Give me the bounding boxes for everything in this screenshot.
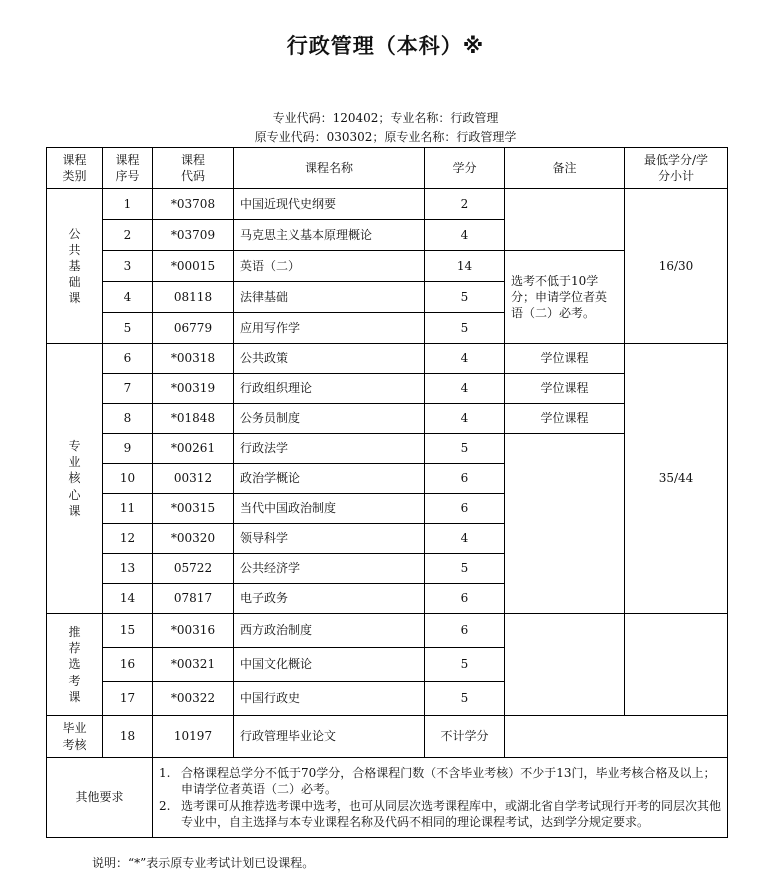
category-public-basic: 公共基础课 bbox=[47, 189, 103, 344]
graduation-empty bbox=[505, 716, 728, 758]
course-credit: 6 bbox=[425, 584, 505, 614]
table-header-row bbox=[47, 148, 728, 189]
original-major-line: 原专业代码：030302；原专业名称：行政管理学 bbox=[254, 130, 517, 144]
course-credit: 5 bbox=[425, 434, 505, 464]
course-code: *00319 bbox=[153, 374, 234, 404]
course-note: 学位课程 bbox=[505, 344, 625, 374]
note-empty bbox=[505, 614, 625, 716]
course-credit: 4 bbox=[425, 404, 505, 434]
course-name: 行政管理毕业论文 bbox=[234, 716, 425, 758]
header-min-credit: 最低学分/学分小计 bbox=[625, 148, 728, 189]
course-code: 00312 bbox=[153, 464, 234, 494]
course-name: 马克思主义基本原理概论 bbox=[234, 220, 425, 251]
course-plan-table bbox=[46, 147, 728, 838]
course-code: *00318 bbox=[153, 344, 234, 374]
header-name: 课程名称 bbox=[234, 148, 425, 189]
course-name: 当代中国政治制度 bbox=[234, 494, 425, 524]
other-requirements-label: 其他要求 bbox=[47, 758, 153, 838]
course-name: 公务员制度 bbox=[234, 404, 425, 434]
course-name: 中国近现代史纲要 bbox=[234, 189, 425, 220]
requirement-item: 1. 合格课程总学分不低于70学分，合格课程门数（不含毕业考核）不少于13门，毕业考核合格及以上；申请学位者英语（二）必考。 bbox=[159, 766, 716, 797]
course-credit: 5 bbox=[425, 554, 505, 584]
course-credit: 5 bbox=[425, 282, 505, 313]
course-credit: 6 bbox=[425, 494, 505, 524]
course-note: 学位课程 bbox=[505, 374, 625, 404]
course-seq: 8 bbox=[103, 404, 153, 434]
course-code: *03708 bbox=[153, 189, 234, 220]
course-seq: 14 bbox=[103, 584, 153, 614]
course-credit: 5 bbox=[425, 313, 505, 344]
header-seq: 课程序号 bbox=[103, 148, 153, 189]
course-credit: 4 bbox=[425, 374, 505, 404]
course-seq: 7 bbox=[103, 374, 153, 404]
course-name: 应用写作学 bbox=[234, 313, 425, 344]
course-credit: 2 bbox=[425, 189, 505, 220]
course-seq: 6 bbox=[103, 344, 153, 374]
course-name: 中国行政史 bbox=[234, 682, 425, 716]
course-seq: 12 bbox=[103, 524, 153, 554]
header-category: 课程类别 bbox=[47, 148, 103, 189]
course-name: 电子政务 bbox=[234, 584, 425, 614]
course-seq: 11 bbox=[103, 494, 153, 524]
page-title: 行政管理（本科）※ bbox=[286, 34, 485, 58]
course-code: *00261 bbox=[153, 434, 234, 464]
course-name: 公共政策 bbox=[234, 344, 425, 374]
course-credit: 4 bbox=[425, 220, 505, 251]
course-name: 中国文化概论 bbox=[234, 648, 425, 682]
course-code: *00315 bbox=[153, 494, 234, 524]
course-code: 10197 bbox=[153, 716, 234, 758]
category-recommended-elective: 推荐选考课 bbox=[47, 614, 103, 716]
course-name: 英语（二） bbox=[234, 251, 425, 282]
course-code: *00322 bbox=[153, 682, 234, 716]
course-code: *01848 bbox=[153, 404, 234, 434]
course-seq: 1 bbox=[103, 189, 153, 220]
course-code: *03709 bbox=[153, 220, 234, 251]
subtotal-major-core: 35/44 bbox=[625, 344, 728, 614]
course-credit: 4 bbox=[425, 524, 505, 554]
course-name: 行政组织理论 bbox=[234, 374, 425, 404]
table-row bbox=[47, 344, 728, 374]
course-seq: 17 bbox=[103, 682, 153, 716]
course-seq: 15 bbox=[103, 614, 153, 648]
course-code: *00320 bbox=[153, 524, 234, 554]
note-public-basic: 选考不低于10学分；申请学位者英语（二）必考。 bbox=[505, 251, 625, 344]
course-credit: 6 bbox=[425, 464, 505, 494]
requirement-item: 2. 选考课可从推荐选考课中选考，也可从同层次选考课程库中，或湖北省自学考试现行开考的同层次其他专业中，自主选择与本专业课程名称及代码不相同的理论课程考试，达到学分规定要求。 bbox=[159, 798, 722, 829]
table-row bbox=[47, 716, 728, 758]
course-seq: 4 bbox=[103, 282, 153, 313]
course-code: 06779 bbox=[153, 313, 234, 344]
header-note: 备注 bbox=[505, 148, 625, 189]
note-empty bbox=[505, 189, 625, 251]
category-major-core: 专业核心课 bbox=[47, 344, 103, 614]
table-row bbox=[47, 614, 728, 648]
other-requirements-content bbox=[153, 758, 728, 838]
course-name: 政治学概论 bbox=[234, 464, 425, 494]
header-credit: 学分 bbox=[425, 148, 505, 189]
course-credit: 6 bbox=[425, 614, 505, 648]
course-seq: 5 bbox=[103, 313, 153, 344]
subtotal-empty bbox=[625, 614, 728, 716]
course-name: 领导科学 bbox=[234, 524, 425, 554]
course-credit: 14 bbox=[425, 251, 505, 282]
course-seq: 16 bbox=[103, 648, 153, 682]
other-requirements-row bbox=[47, 758, 728, 838]
subtotal-public-basic: 16/30 bbox=[625, 189, 728, 344]
footnote: 说明：“*”表示原专业考试计划已设课程。 bbox=[92, 856, 315, 870]
course-seq: 3 bbox=[103, 251, 153, 282]
course-code: 08118 bbox=[153, 282, 234, 313]
course-seq: 13 bbox=[103, 554, 153, 584]
course-credit: 不计学分 bbox=[425, 716, 505, 758]
course-name: 法律基础 bbox=[234, 282, 425, 313]
course-name: 公共经济学 bbox=[234, 554, 425, 584]
category-graduation: 毕业考核 bbox=[47, 716, 103, 758]
major-code-line: 专业代码：120402；专业名称：行政管理 bbox=[272, 111, 499, 125]
header-code: 课程代码 bbox=[153, 148, 234, 189]
course-seq: 9 bbox=[103, 434, 153, 464]
course-name: 行政法学 bbox=[234, 434, 425, 464]
course-name: 西方政治制度 bbox=[234, 614, 425, 648]
course-code: 05722 bbox=[153, 554, 234, 584]
course-seq: 10 bbox=[103, 464, 153, 494]
course-code: *00015 bbox=[153, 251, 234, 282]
course-code: *00321 bbox=[153, 648, 234, 682]
course-credit: 5 bbox=[425, 682, 505, 716]
course-credit: 5 bbox=[425, 648, 505, 682]
course-seq: 18 bbox=[103, 716, 153, 758]
course-note: 学位课程 bbox=[505, 404, 625, 434]
course-code: *00316 bbox=[153, 614, 234, 648]
course-seq: 2 bbox=[103, 220, 153, 251]
table-row bbox=[47, 189, 728, 220]
note-empty bbox=[505, 434, 625, 614]
course-code: 07817 bbox=[153, 584, 234, 614]
course-credit: 4 bbox=[425, 344, 505, 374]
